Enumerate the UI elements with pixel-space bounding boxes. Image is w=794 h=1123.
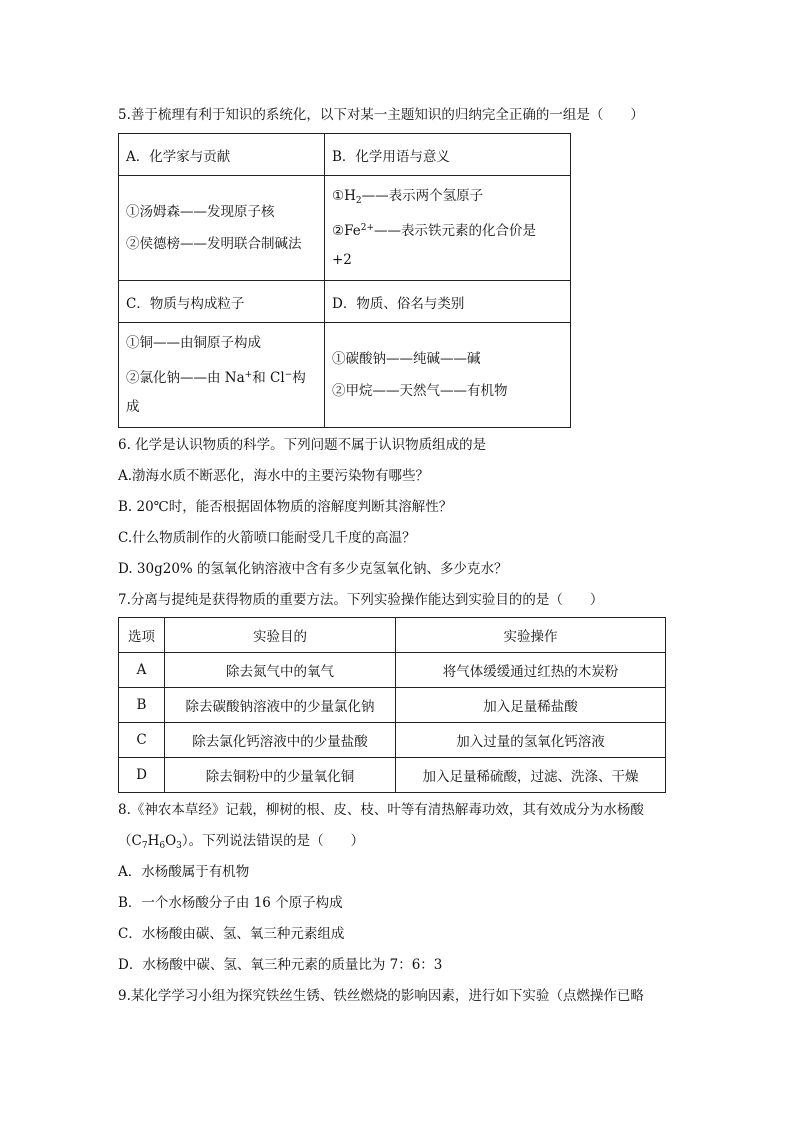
q6-option-d: D. 30g20% 的氢氧化钠溶液中含有多少克氢氧化钠、多少克水？ [118, 561, 508, 577]
q5-d-item-2: ②甲烷——天然气——有机物 [332, 383, 508, 399]
q8-option-d: D．水杨酸中碳、氢、氧三种元素的质量比为 7：6：3 [118, 957, 443, 973]
q7-row-option: D [119, 758, 165, 793]
q5-a-item-1: ①汤姆森——发现原子核 [126, 204, 275, 220]
q7-row-operation: 将气体缓缓通过红热的木炭粉 [396, 653, 666, 688]
q5-table [118, 133, 571, 428]
table-row [119, 758, 666, 793]
q6-stem: 6. 化学是认识物质的科学。下列问题不属于认识物质组成的是 [118, 437, 487, 453]
q5-option-c-header: C．物质与构成粒子 [119, 281, 325, 323]
q5-option-a-header: A．化学家与贡献 [119, 134, 325, 176]
q7-header-option: 选项 [119, 618, 165, 653]
q5-option-d-content [325, 323, 571, 428]
q5-c-item-2: ②氯化钠——由 Na+和 Cl−构 [126, 370, 306, 386]
q5-b-item-2-tail: +2 [332, 252, 352, 268]
q7-row-option: C [119, 723, 165, 758]
q5-option-a-content [119, 176, 325, 281]
q5-stem: 5.善于梳理有利于知识的系统化，以下对某一主题知识的归纳完全正确的一组是（ ） [118, 107, 644, 123]
q5-c-item-1: ①铜——由铜原子构成 [126, 335, 261, 351]
q8-option-b: B．一个水杨酸分子由 16 个原子构成 [118, 895, 343, 911]
q5-option-b-content [325, 176, 571, 281]
q6-option-c: C.什么物质制作的火箭喷口能耐受几千度的高温？ [118, 530, 416, 546]
q5-option-d-header: D．物质、俗名与类别 [325, 281, 571, 323]
q8-stem-continued: $(C_7H_6O_3)$。下列说法错误的是（ ） [118, 833, 365, 851]
q7-row-purpose: 除去铜粉中的少量氧化铜 [165, 758, 396, 793]
q7-row-operation: 加入足量稀盐酸 [396, 688, 666, 723]
q7-header-row [119, 618, 666, 653]
q8-option-c: C．水杨酸由碳、氢、氧三种元素组成 [118, 926, 345, 942]
table-row [119, 723, 666, 758]
q5-option-c-content [119, 323, 325, 428]
q7-row-operation: 加入足量稀硫酸，过滤、洗涤、干燥 [396, 758, 666, 793]
exam-page [118, 100, 678, 1012]
q5-a-item-2: ②侯德榜——发明联合制碱法 [126, 236, 302, 252]
table-row [119, 688, 666, 723]
q7-row-option: A [119, 653, 165, 688]
q5-option-b-header: B．化学用语与意义 [325, 134, 571, 176]
q7-header-purpose: 实验目的 [165, 618, 396, 653]
q9-stem: 9.某化学学习小组为探究铁丝生锈、铁丝燃烧的影响因素，进行如下实验（点燃操作已略 [118, 988, 644, 1004]
q6-option-b: B. 20℃时，能否根据固体物质的溶解度判断其溶解性？ [118, 499, 453, 515]
table-row [119, 653, 666, 688]
q7-row-purpose: 除去氯化钙溶液中的少量盐酸 [165, 723, 396, 758]
q5-d-item-1: ①碳酸钠——纯碱——碱 [332, 351, 481, 367]
q8-option-a: A．水杨酸属于有机物 [118, 864, 250, 880]
q5-b-item-1: $①H_2——$表示两个氢原子 [332, 188, 484, 206]
q7-row-purpose: 除去氮气中的氧气 [165, 653, 396, 688]
q5-c-item-2-tail: 成 [126, 399, 140, 415]
q7-header-operation: 实验操作 [396, 618, 666, 653]
q7-row-option: B [119, 688, 165, 723]
q7-row-purpose: 除去碳酸钠溶液中的少量氯化钠 [165, 688, 396, 723]
q7-stem: 7.分离与提纯是获得物质的重要方法。下列实验操作能达到实验目的的是（ ） [118, 592, 604, 608]
q8-stem: 8.《神农本草经》记载，柳树的根、皮、枝、叶等有清热解毒功效，其有效成分为水杨酸 [118, 802, 644, 818]
q7-row-operation: 加入过量的氢氧化钙溶液 [396, 723, 666, 758]
q5-b-item-2: $②Fe^{2+}——$表示铁元素的化合价是 [332, 223, 537, 239]
q6-option-a: A.渤海水质不断恶化，海水中的主要污染物有哪些？ [118, 468, 430, 484]
q7-table [118, 617, 666, 793]
